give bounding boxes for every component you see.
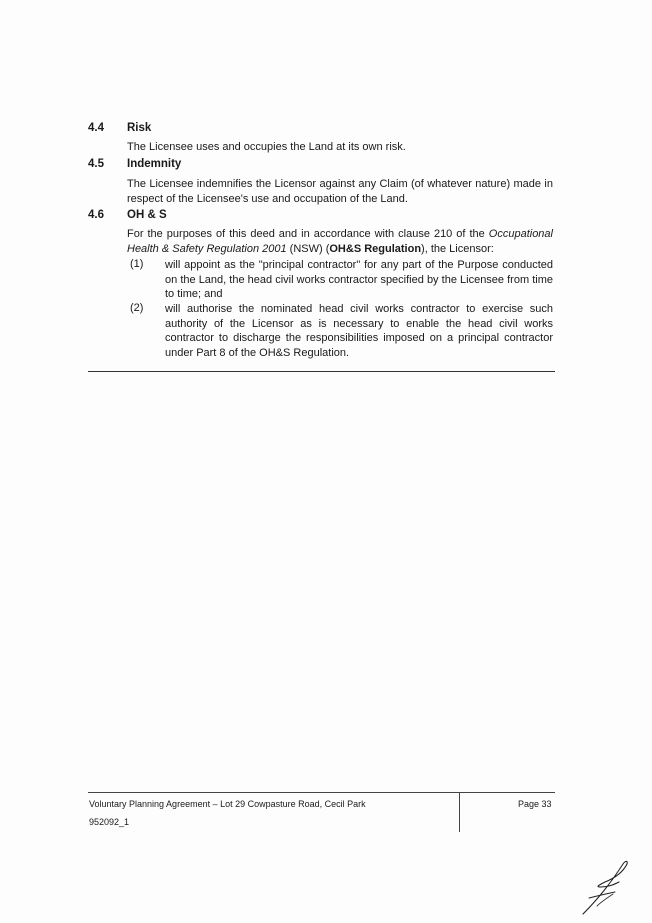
intro-text: For the purposes of this deed and in accordance with clause 210 of the [127,228,489,240]
clause-text: The Licensee indemnifies the Licensor against any Claim (of whatever nature) made in respect of the Licensee's use and occupation of the Land. [127,178,553,205]
signature-initials [575,858,635,918]
footer-document-title: Voluntary Planning Agreement – Lot 29 Cowpasture Road, Cecil Park [89,799,366,809]
section-end-rule [88,371,555,372]
clause-number: 4.5 [88,158,104,170]
intro-text: ), the Licensor: [421,242,494,255]
clause-title: Risk [127,122,152,134]
sub-item-number: (2) [130,302,144,314]
sub-item-text: will authorise the nominated head civil works contractor to exercise such authority of the Licensor as is necessary to enable the head civil works contractor to discharge the responsibilities imposed on a principal contractor under Part 8 of the OH&S Regulation. [165,303,553,359]
footer-document-ref: 952092_1 [89,817,130,827]
footer-rule [88,792,555,793]
defined-term: OH&S Regulation [329,242,422,255]
footer-page-number: Page 33 [518,799,552,809]
regulation-name: Occupational Health & Safety Regulation 2001 [127,228,553,255]
clause-title: OH & S [127,209,167,221]
clause-number: 4.4 [88,122,104,134]
sub-item-number: (1) [130,258,144,270]
clause-intro [127,227,553,256]
footer-divider [459,792,460,832]
sub-item-text: will appoint as the "principal contractor" for any part of the Purpose conducted on the Land, the head civil works contractor specified by the Licensee from time to time; and [165,259,553,300]
clause-text: The Licensee uses and occupies the Land at its own risk. [127,141,406,153]
intro-text: (NSW) ( [286,242,330,255]
clause-number: 4.6 [88,209,104,221]
clause-title: Indemnity [127,158,182,170]
